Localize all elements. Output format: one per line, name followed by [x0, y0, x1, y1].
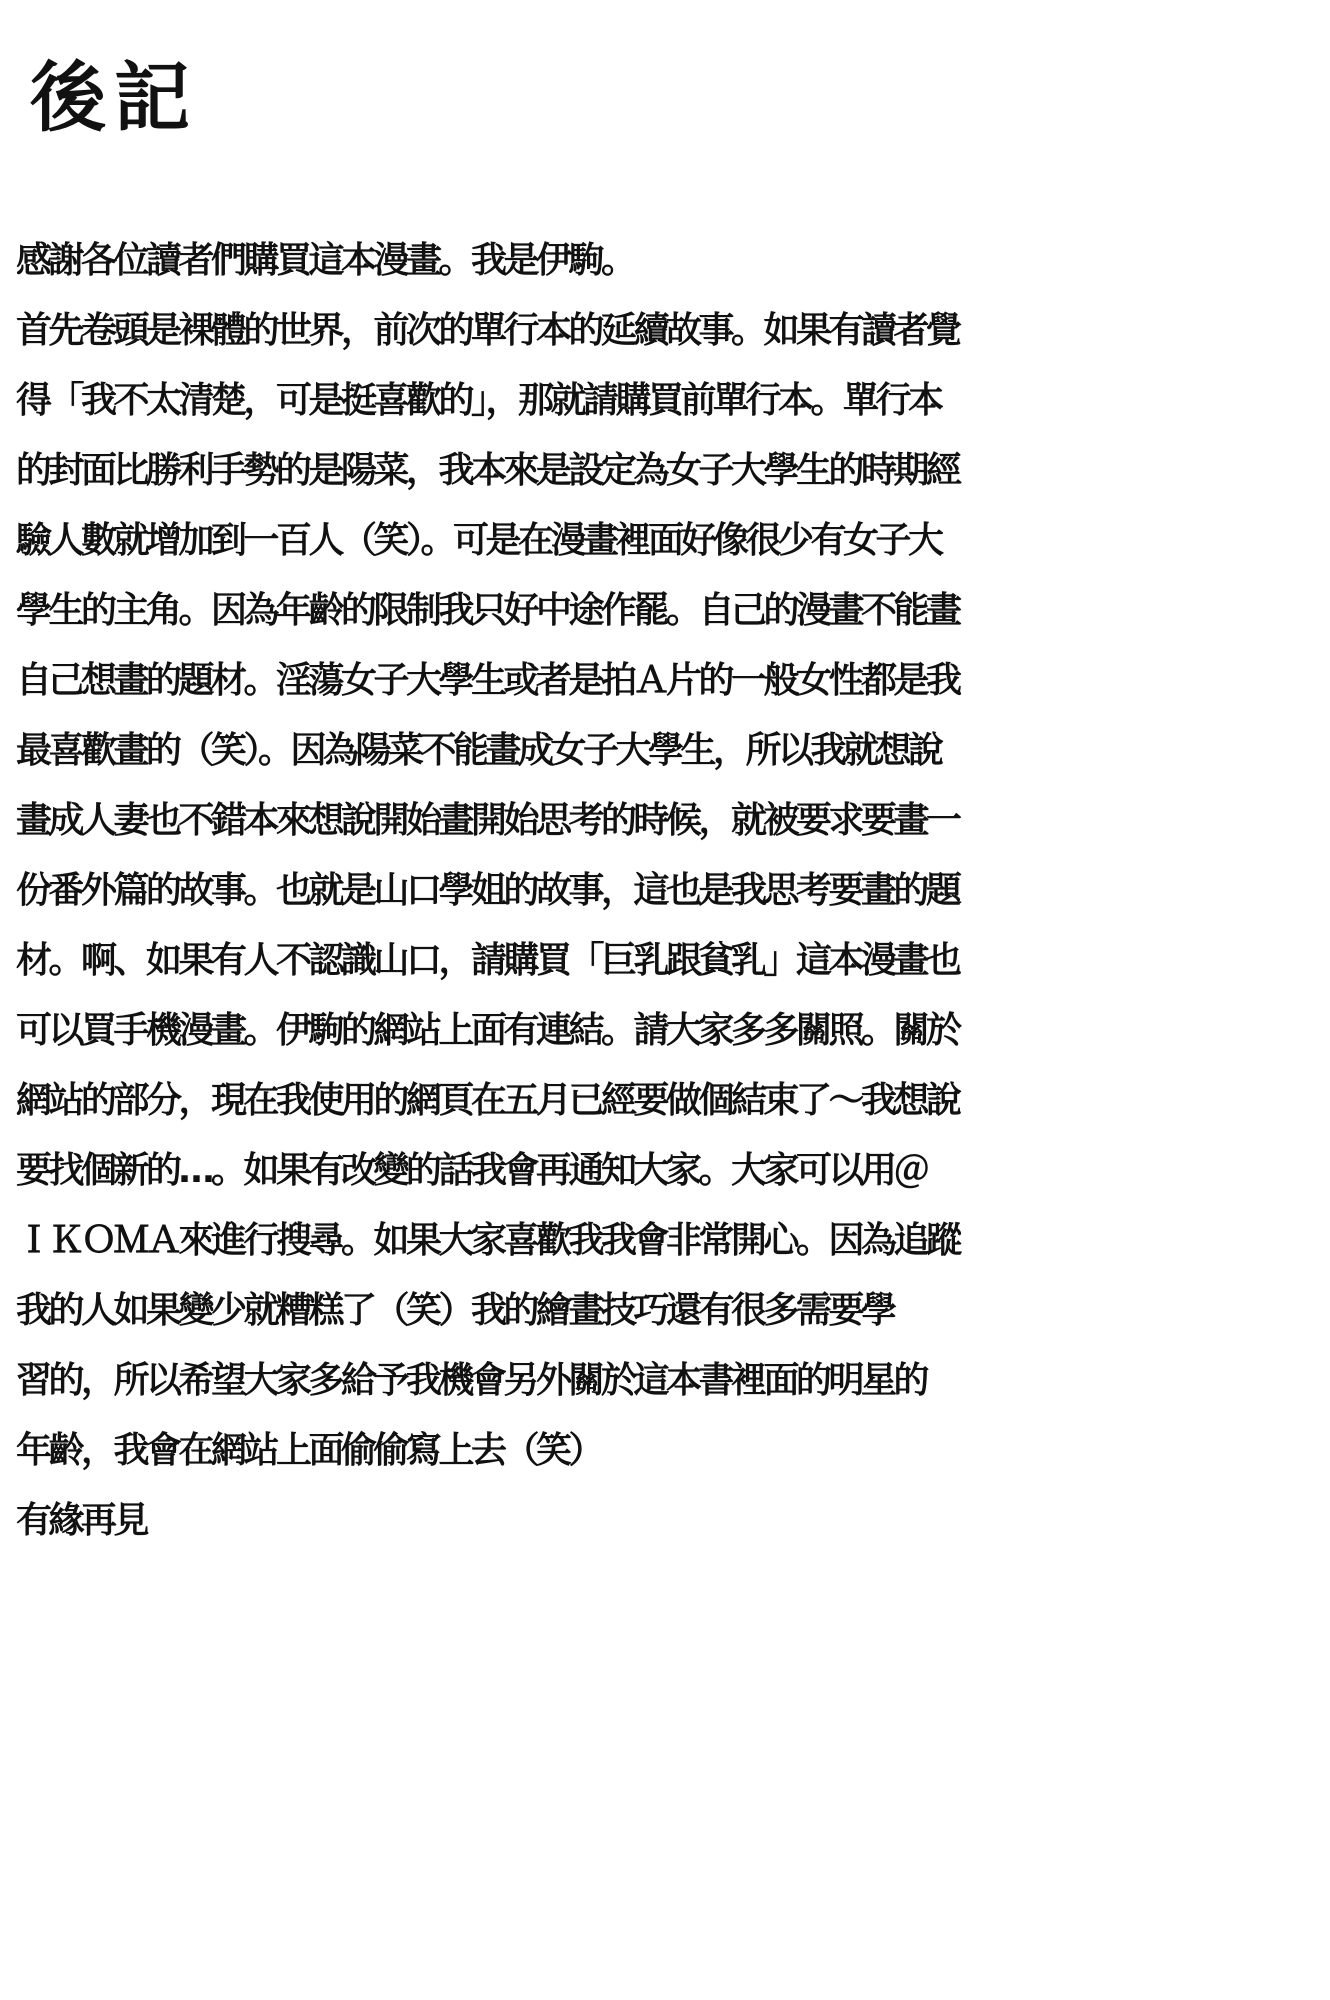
afterword-line-5: 驗人數就增加到一百人（笑）。可是在漫畫裡面好像很少有女子大 [16, 520, 941, 561]
afterword-line-11: 材。啊、如果有人不認識山口，請購買「巨乳跟貧乳」這本漫畫也 [16, 940, 959, 981]
afterword-line-13: 網站的部分，現在我使用的網頁在五月已經要做個結束了～我想說 [16, 1080, 959, 1121]
afterword-line-9: 畫成人妻也不錯本來想說開始畫開始思考的時候，就被要求要畫一 [16, 800, 959, 841]
afterword-line-15: ＩＫＯＭＡ來進行搜尋。如果大家喜歡我我會非常開心。因為追蹤 [16, 1220, 959, 1261]
afterword-line-14: 要找個新的…。如果有改變的話我會再通知大家。大家可以用＠ [16, 1150, 927, 1191]
afterword-line-16: 我的人如果變少就糟糕了（笑）我的繪畫技巧還有很多需要學 [16, 1290, 894, 1331]
afterword-line-12: 可以買手機漫畫。伊駒的網站上面有連結。請大家多多關照。關於 [16, 1010, 959, 1051]
afterword-line-4: 的封面比勝利手勢的是陽菜，我本來是設定為女子大學生的時期經 [16, 450, 959, 491]
afterword-line-2: 首先卷頭是裸體的世界，前次的單行本的延續故事。如果有讀者覺 [16, 310, 959, 351]
afterword-line-19: 有緣再見 [16, 1500, 147, 1541]
afterword-line-6: 學生的主角。因為年齡的限制我只好中途作罷。自己的漫畫不能畫 [16, 590, 959, 631]
afterword-line-7: 自己想畫的題材。淫蕩女子大學生或者是拍Ａ片的一般女性都是我 [16, 660, 959, 701]
afterword-line-3: 得「我不太清楚，可是挺喜歡的」，那就請購買前單行本。單行本 [16, 380, 941, 421]
afterword-line-8: 最喜歡畫的（笑）。因為陽菜不能畫成女子大學生，所以我就想說 [16, 730, 941, 771]
afterword-line-17: 習的，所以希望大家多給予我機會另外關於這本書裡面的明星的 [16, 1360, 927, 1401]
page-title: 後記 [30, 53, 198, 142]
afterword-line-10: 份番外篇的故事。也就是山口學姐的故事，這也是我思考要畫的題 [16, 870, 959, 911]
afterword-line-18: 年齡，我會在網站上面偷偷寫上去（笑） [16, 1430, 602, 1471]
afterword-line-1: 感謝各位讀者們購買這本漫畫。我是伊駒。 [16, 240, 634, 281]
afterword-text-block [16, 226, 1306, 1556]
